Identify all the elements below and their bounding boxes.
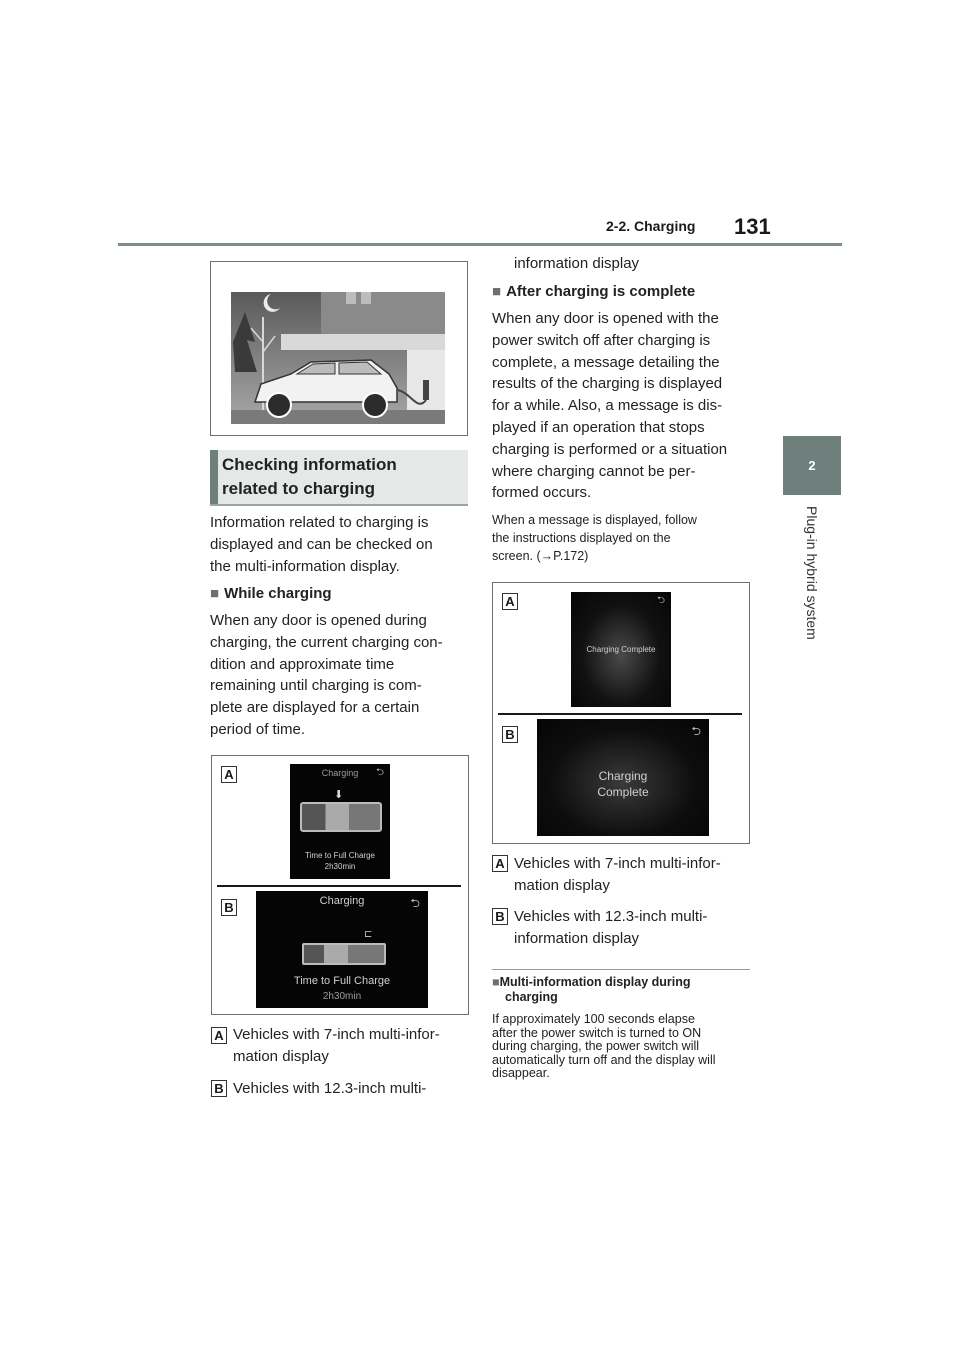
time-value: 2h30min — [324, 862, 356, 871]
chapter-tab-label: Plug-in hybrid system — [804, 506, 820, 640]
charging-screen-7inch — [290, 764, 390, 879]
time-label: Time to Full Charge — [305, 851, 375, 860]
charge-arrow-icon: ⬇ — [334, 789, 344, 801]
legend-label-a: A — [211, 1027, 227, 1044]
note-rule — [492, 969, 750, 970]
after-charging-heading: ■ After charging is complete — [492, 283, 696, 300]
note-heading: ■Multi-information display during charging — [492, 975, 691, 1004]
complete-screen-7inch — [571, 592, 671, 707]
legend-label-b: B — [492, 908, 508, 925]
legend-a-text: Vehicles with 7-inch multi-infor- mation display — [233, 1026, 440, 1065]
page-number: 131 — [734, 214, 771, 239]
legend-label-a: A — [492, 855, 508, 872]
complete-message-line2: Complete — [597, 785, 649, 799]
back-icon: ⮌ — [656, 595, 665, 606]
after-charging-paragraph: When any door is opened with the power switch off after charging is complete, a message detailing the results of the charging is displayed for a while. Also, a message is dis- played if an operation that stops charging is performed or a situation where charging cannot be per- formed occurs. — [492, 310, 728, 502]
back-icon: ⮌ — [375, 767, 384, 778]
intro-paragraph: Information related to charging is displayed and can be checked on the multi-information display. — [210, 514, 433, 575]
legend-b-text: Vehicles with 12.3-inch multi- — [233, 1080, 427, 1097]
car-charging-illustration — [210, 261, 468, 436]
screen-title: Charging — [321, 768, 359, 778]
figure-label-a: A — [221, 766, 237, 783]
complete-message-line1: Charging — [598, 769, 648, 783]
note-paragraph: If approximately 100 seconds elapse after the power switch is turned to ON during charging, the power switch will automatically turn off and the display will disappear. — [492, 1012, 716, 1080]
battery-icon — [302, 943, 386, 965]
figure-divider — [217, 885, 461, 887]
battery-icon — [300, 802, 382, 832]
legend-label-b: B — [211, 1080, 227, 1097]
plug-icon: ⊏ — [364, 929, 373, 940]
complete-message: Charging Complete — [586, 645, 656, 654]
section-title: 2-2. Charging — [606, 218, 696, 234]
complete-screen-12inch — [537, 719, 709, 836]
legend-b-text: Vehicles with 12.3-inch multi- information display — [514, 908, 708, 947]
figure-label-b: B — [502, 726, 518, 743]
after-charging-note: When a message is displayed, follow the instructions displayed on the screen. (→P.172) — [492, 513, 697, 563]
time-label: Time to Full Charge — [293, 975, 391, 987]
charging-complete-figure — [492, 582, 750, 844]
figure-divider — [498, 713, 742, 715]
charging-screens-figure — [211, 755, 469, 1015]
header-rule — [118, 243, 842, 246]
charging-screen-12inch — [256, 891, 428, 1008]
section-heading: Checking information related to charging — [210, 450, 468, 506]
back-icon: ⮌ — [691, 724, 701, 738]
back-icon: ⮌ — [410, 896, 420, 910]
figure-label-b: B — [221, 899, 237, 916]
chapter-tab: 2 — [783, 436, 841, 495]
screen-title: Charging — [319, 895, 365, 907]
legend-a-text: Vehicles with 7-inch multi-infor- mation display — [514, 855, 721, 894]
while-charging-heading: ■ While charging — [210, 585, 332, 602]
night-charging-scene — [211, 262, 467, 435]
figure-label-a: A — [502, 593, 518, 610]
time-value: 2h30min — [322, 991, 362, 1002]
while-charging-paragraph: When any door is opened during charging, the current charging con- dition and approximate time remaining until charging is com- plete are displayed for a certain period of time. — [210, 612, 443, 738]
legend-b-text-cont: information display — [514, 255, 640, 272]
